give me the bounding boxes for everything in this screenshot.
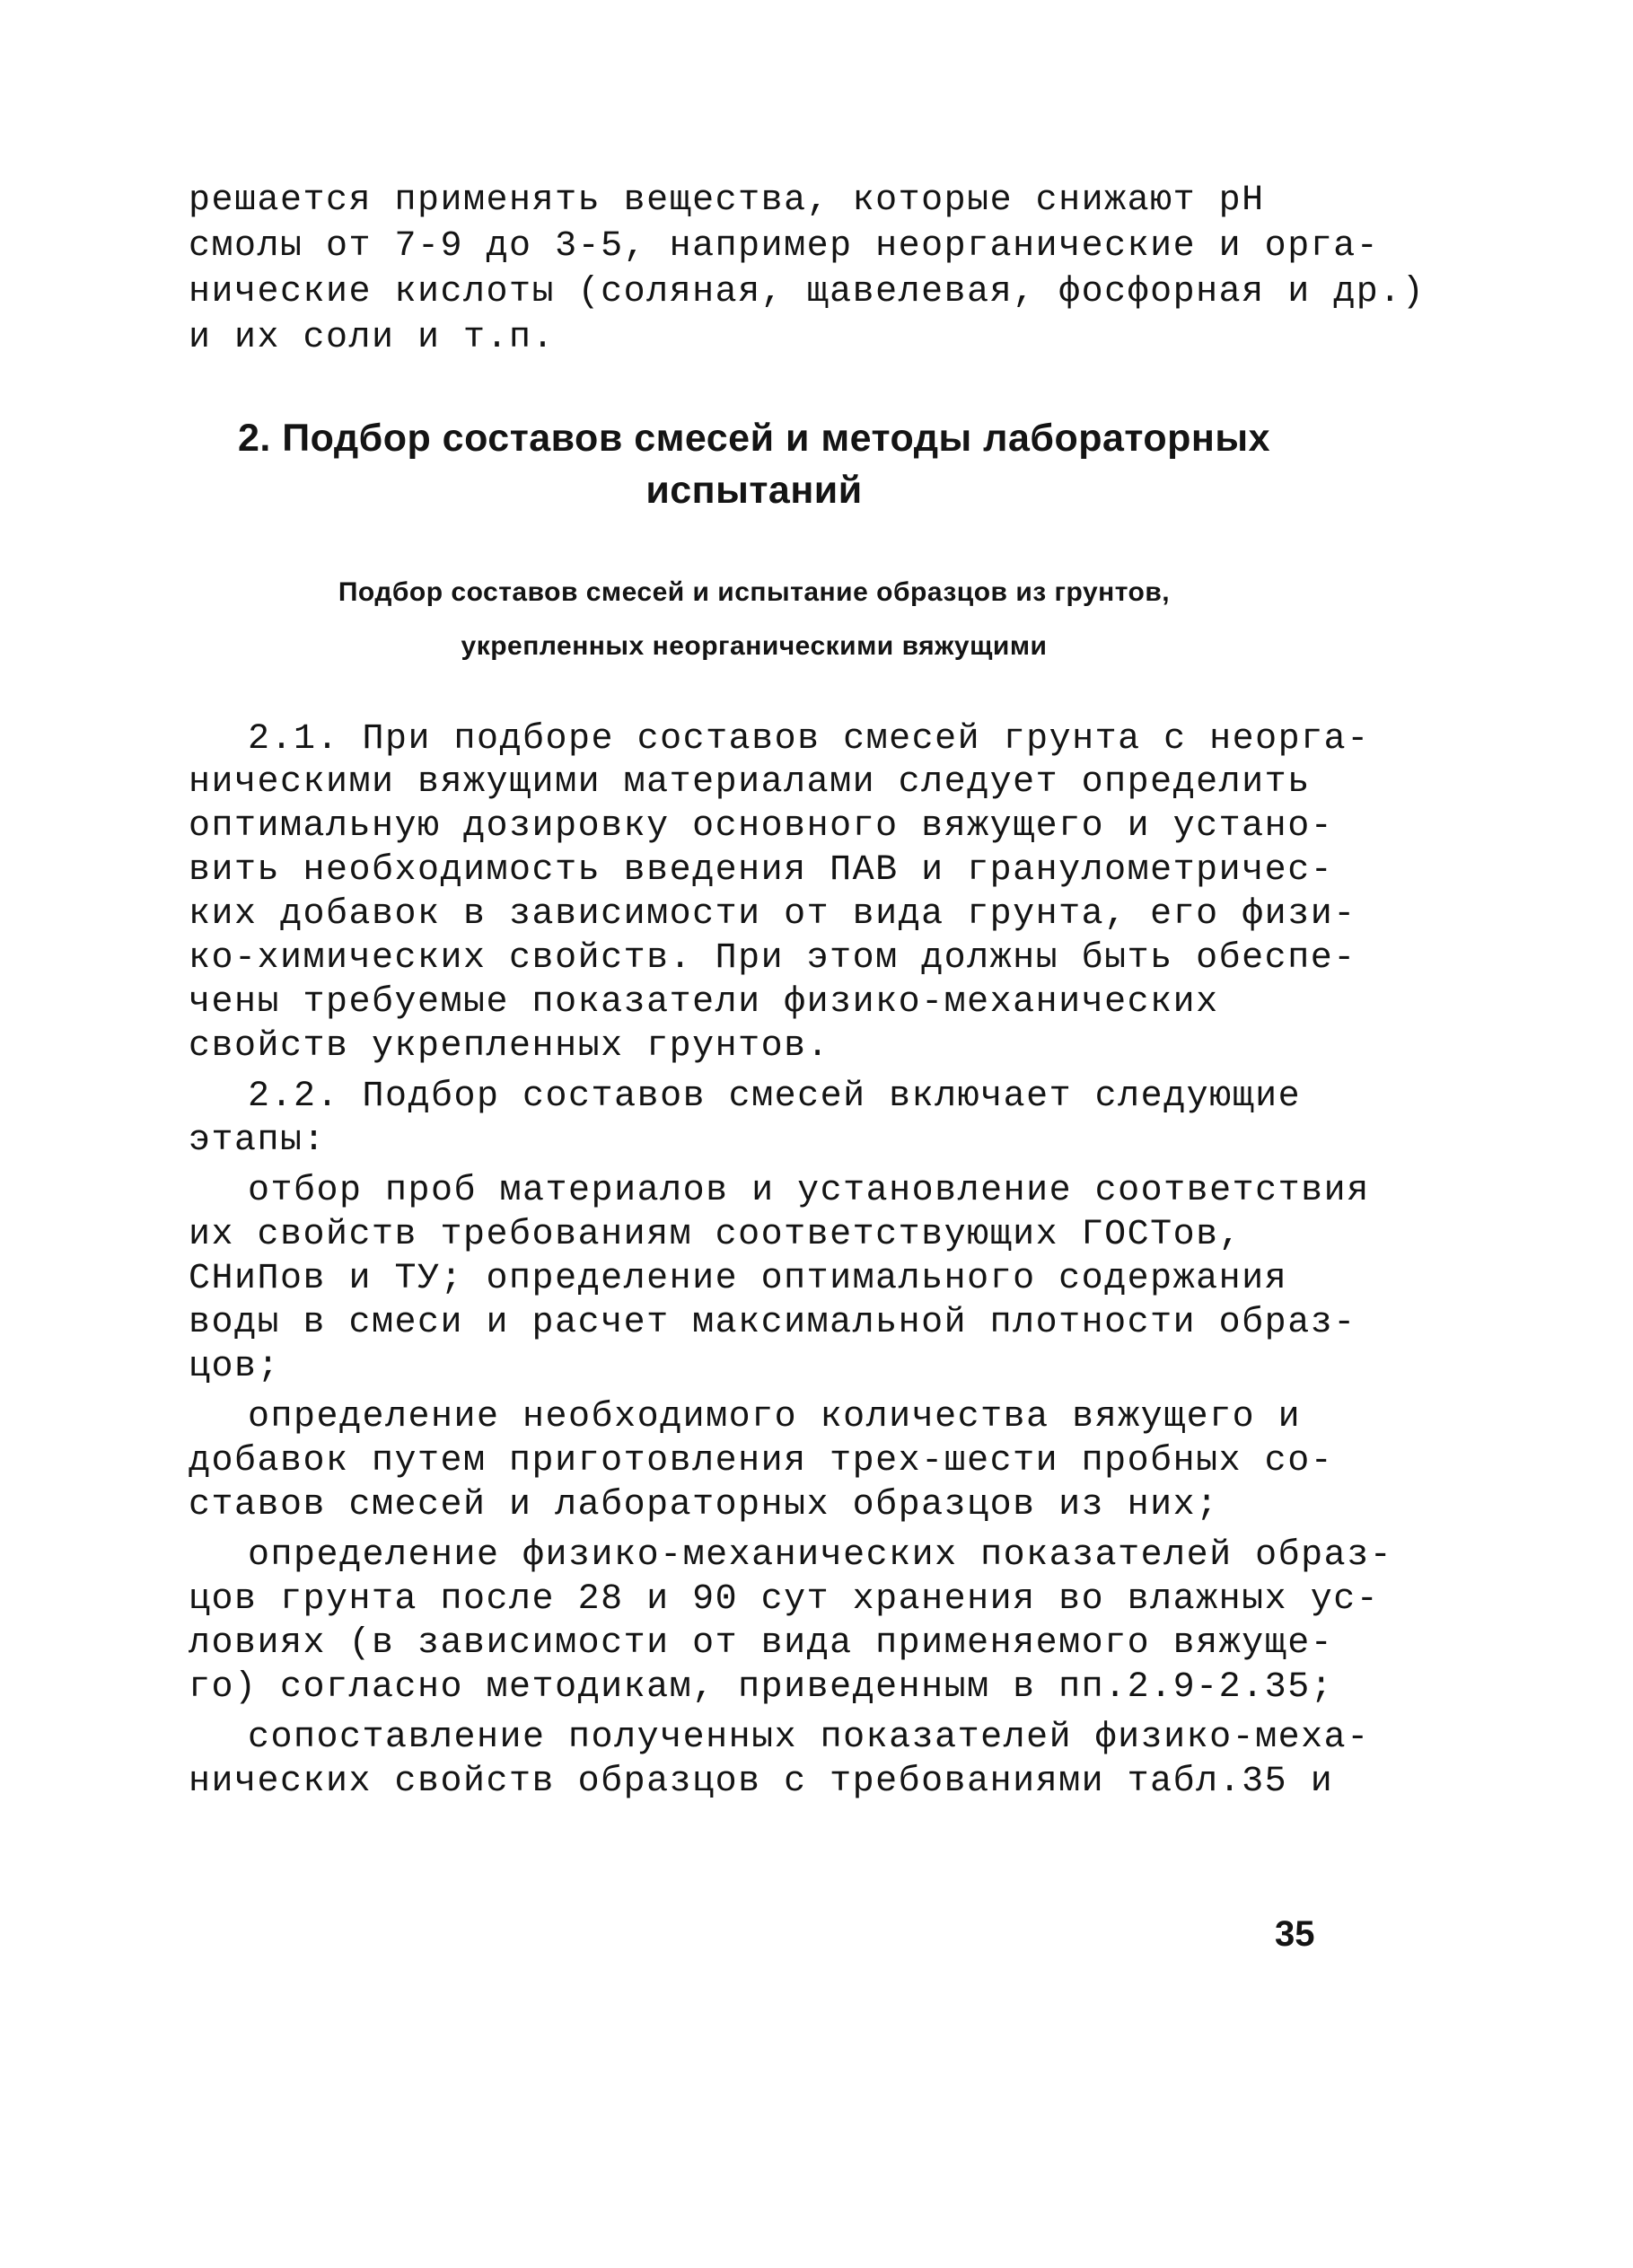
body-line: добавок путем приготовления трех-шести пробных со-	[189, 1441, 1334, 1481]
body-line: вить необходимость введения ПАВ и гранулометричес-	[189, 850, 1334, 891]
section-heading-line2: испытаний	[645, 469, 863, 512]
subheading-line2: укрепленных неорганическими вяжущими	[461, 631, 1048, 661]
body-line: ких добавок в зависимости от вида грунта, его физи-	[189, 894, 1356, 935]
body-line: СНиПов и ТУ; определение оптимального содержания	[189, 1259, 1288, 1299]
page-number: 35	[1275, 1914, 1315, 1954]
intro-line: решается применять вещества, которые снижают рН	[189, 180, 1265, 221]
body-line: воды в смеси и расчет максимальной плотности образ-	[189, 1303, 1356, 1343]
intro-line: нические кислоты (соляная, щавелевая, фосфорная и др.)	[189, 272, 1426, 312]
body-line: го) согласно методикам, приведенным в пп.2.9-2.35;	[189, 1667, 1334, 1708]
intro-line: и их соли и т.п.	[189, 318, 556, 358]
body-line: свойств укрепленных грунтов.	[189, 1026, 830, 1067]
body-line: отбор проб материалов и установление соответствия	[248, 1171, 1370, 1211]
body-line: сопоставление полученных показателей физико-меха-	[248, 1718, 1370, 1758]
body-line: 2.2. Подбор составов смесей включает следующие	[248, 1077, 1302, 1117]
body-line: ставов смесей и лабораторных образцов из них;	[189, 1485, 1219, 1525]
body-line: их свойств требованиям соответствующих ГОСТов,	[189, 1215, 1242, 1255]
body-line: ко-химических свойств. При этом должны быть обеспе-	[189, 938, 1356, 979]
body-line: 2.1. При подборе составов смесей грунта с неорга-	[248, 719, 1370, 760]
section-heading-line1: 2. Подбор составов смесей и методы лабораторных	[237, 417, 1271, 460]
body-line: цов грунта после 28 и 90 сут хранения во влажных ус-	[189, 1579, 1380, 1620]
body-line: ническими вяжущими материалами следует определить	[189, 762, 1311, 803]
body-line: оптимальную дозировку основного вяжущего и устано-	[189, 806, 1334, 847]
body-line: нических свойств образцов с требованиями табл.35 и	[189, 1762, 1334, 1802]
body-line: этапы:	[189, 1121, 327, 1161]
body-line: определение физико-механических показателей образ-	[248, 1535, 1393, 1576]
subheading-line1: Подбор составов смесей и испытание образцов из грунтов,	[338, 577, 1171, 607]
body-line: определение необходимого количества вяжущего и	[248, 1397, 1302, 1437]
body-line: чены требуемые показатели физико-механических	[189, 982, 1219, 1023]
intro-line: смолы от 7-9 до 3-5, например неорганические и орга-	[189, 226, 1380, 267]
body-line: ловиях (в зависимости от вида применяемого вяжуще-	[189, 1623, 1334, 1664]
body-line: цов;	[189, 1347, 281, 1387]
